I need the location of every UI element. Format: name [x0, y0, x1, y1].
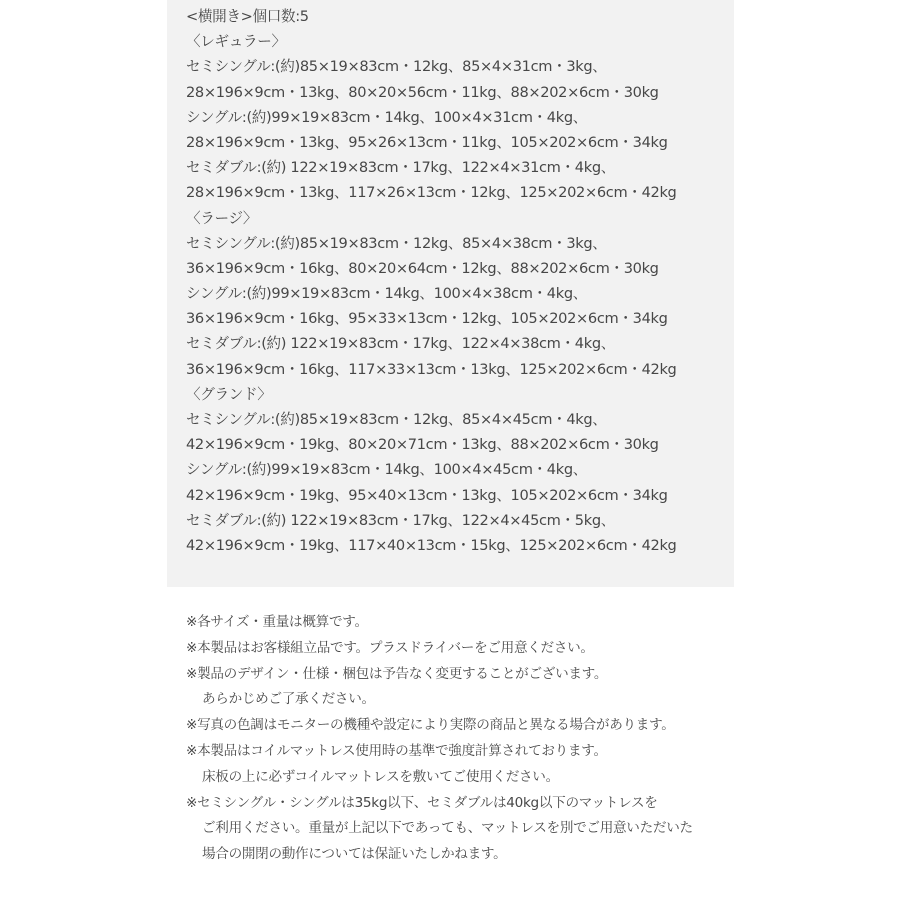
spec-list [186, 4, 676, 558]
notes-list [186, 610, 693, 868]
spec-line: セミダブル:(約) 122×19×83cm・17kg、122×4×38cm・4kg、 [186, 335, 615, 353]
section-title-regular: 〈レギュラー〉 [186, 33, 286, 51]
spec-line: セミダブル:(約) 122×19×83cm・17kg、122×4×45cm・5kg、 [186, 511, 615, 529]
note-line: ※本製品はコイルマットレス使用時の基準で強度計算されております。 [186, 742, 607, 759]
section-title-grand: 〈グランド〉 [186, 385, 272, 403]
spec-header: <横開き>個口数:5 [186, 8, 309, 25]
spec-line: 36×196×9cm・16kg、117×33×13cm・13kg、125×202×6cm・42kg [186, 360, 677, 378]
spec-line: 42×196×9cm・19kg、80×20×71cm・13kg、88×202×6cm・30kg [186, 436, 659, 454]
note-line: ※本製品はお客様組立品です。プラスドライバーをご用意ください。 [186, 639, 594, 656]
spec-line: 36×196×9cm・16kg、95×33×13cm・12kg、105×202×6cm・34kg [186, 310, 668, 328]
spec-line: セミシングル:(約)85×19×83cm・12kg、85×4×31cm・3kg、 [186, 58, 607, 76]
spec-line: 36×196×9cm・16kg、80×20×64cm・12kg、88×202×6cm・30kg [186, 259, 659, 277]
note-line-continued: 床板の上に必ずコイルマットレスを敷いてご使用ください。 [202, 768, 559, 785]
spec-line: 28×196×9cm・13kg、95×26×13cm・11kg、105×202×6cm・34kg [186, 133, 668, 151]
note-line: ※セミシングル・シングルは35kg以下、セミダブルは40kg以下のマットレスを [186, 794, 658, 811]
spec-line: シングル:(約)99×19×83cm・14kg、100×4×38cm・4kg、 [186, 285, 587, 303]
spec-line: 42×196×9cm・19kg、95×40×13cm・13kg、105×202×6cm・34kg [186, 486, 668, 504]
note-line: ※製品のデザイン・仕様・梱包は予告なく変更することがございます。 [186, 665, 608, 682]
note-line-continued: ご利用ください。重量が上記以下であっても、マットレスを別でご用意いただいた [202, 820, 693, 837]
spec-line: シングル:(約)99×19×83cm・14kg、100×4×31cm・4kg、 [186, 108, 587, 126]
spec-line: セミダブル:(約) 122×19×83cm・17kg、122×4×31cm・4kg、 [186, 159, 615, 177]
spec-line: 42×196×9cm・19kg、117×40×13cm・15kg、125×202×6cm・42kg [186, 536, 677, 554]
spec-line: セミシングル:(約)85×19×83cm・12kg、85×4×45cm・4kg、 [186, 411, 607, 428]
section-title-large: 〈ラージ〉 [186, 209, 258, 227]
note-line-continued: あらかじめご了承ください。 [202, 691, 375, 708]
spec-line: 28×196×9cm・13kg、117×26×13cm・12kg、125×202×6cm・42kg [186, 184, 677, 202]
note-line-continued: 場合の開閉の動作については保証いたしかねます。 [202, 846, 507, 863]
note-line: ※各サイズ・重量は概算です。 [186, 614, 368, 630]
spec-line: 28×196×9cm・13kg、80×20×56cm・11kg、88×202×6cm・30kg [186, 83, 659, 101]
spec-line: セミシングル:(約)85×19×83cm・12kg、85×4×38cm・3kg、 [186, 234, 607, 252]
spec-line: シングル:(約)99×19×83cm・14kg、100×4×45cm・4kg、 [186, 461, 587, 479]
note-line: ※写真の色調はモニターの機種や設定により実際の商品と異なる場合があります。 [186, 717, 675, 734]
